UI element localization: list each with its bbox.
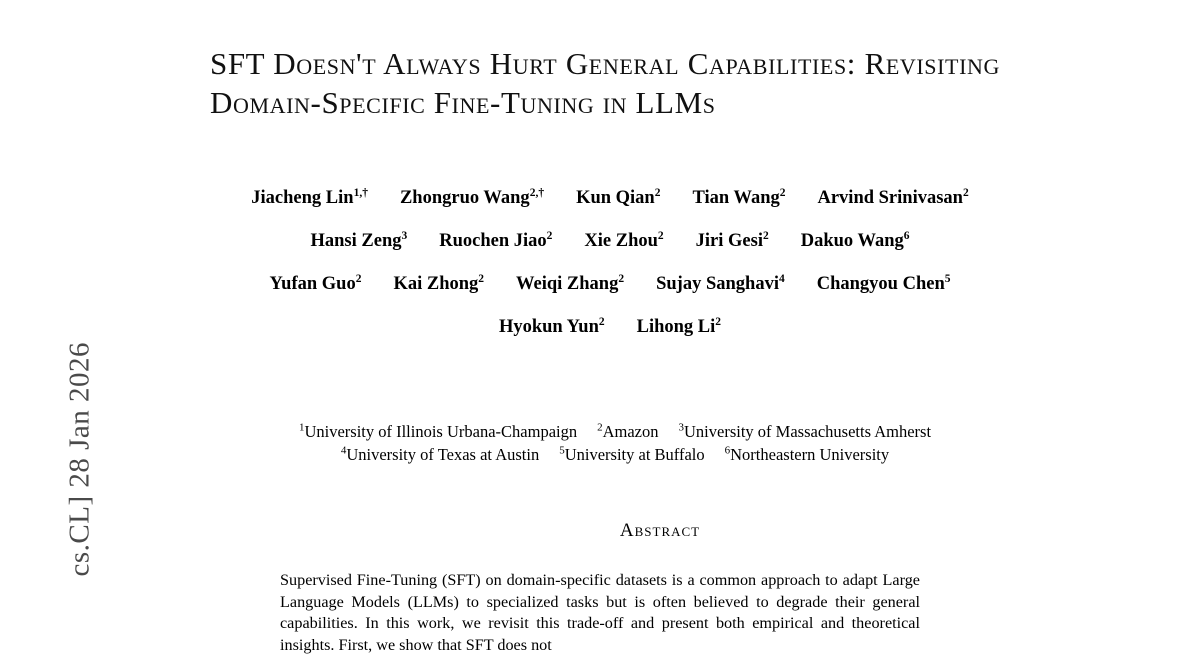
affiliation-marker: 4 [340, 444, 347, 457]
paper-page [120, 0, 1200, 654]
author-name: Jiri Gesi$^2$ [695, 229, 769, 251]
author-name: Dakuo Wang$^6$ [800, 229, 910, 251]
author-name: Kai Zhong$^2$ [393, 272, 485, 294]
author-affiliation-marker: 2 [355, 272, 362, 285]
author-affiliation-marker: 2 [762, 229, 769, 242]
author-affiliation-marker: 2 [618, 272, 625, 285]
author-row [210, 188, 1010, 209]
author-affiliation-marker: 5 [944, 272, 951, 285]
page-title: SFT Doesn't Always Hurt General Capabilities: Revisiting Domain-Specific Fine-Tuning in LLMs [210, 46, 1000, 120]
author-name: Changyou Chen$^5$ [816, 272, 951, 294]
affiliation-marker: 2 [597, 421, 603, 434]
author-name: Ruochen Jiao$^2$ [439, 229, 553, 251]
author-affiliation-marker: 2 [962, 186, 969, 199]
affiliation-marker: 6 [724, 444, 731, 457]
affiliation-marker: 1 [298, 421, 305, 434]
affiliation-item: $^3$University of Massachusetts Amherst [678, 421, 932, 441]
author-affiliation-marker: 2 [546, 229, 553, 242]
author-affiliation-marker: 1,† [353, 186, 368, 199]
author-name: Kun Qian$^2$ [576, 186, 661, 208]
arxiv-stamp-text: cs.CL] 28 Jan 2026 [63, 341, 96, 577]
author-affiliation-marker: 2 [654, 186, 661, 199]
author-affiliation-marker: 3 [401, 229, 408, 242]
affiliation-marker: 5 [559, 444, 565, 457]
affiliation-item: $^5$University at Buffalo [559, 444, 705, 464]
author-affiliation-marker: 2 [478, 272, 485, 285]
author-name: Weiqi Zhang$^2$ [516, 272, 625, 294]
affiliation-item: $^1$University of Illinois Urbana-Champaign [298, 421, 578, 441]
author-name: Jiacheng Lin$^{1,\dagger}$ [251, 186, 368, 208]
author-affiliation-marker: 4 [778, 272, 785, 285]
affiliation-item: $^2$Amazon [597, 421, 659, 441]
author-affiliation-marker: 2,† [529, 186, 545, 199]
author-name: Lihong Li$^2$ [636, 315, 722, 337]
abstract-heading: Abstract [619, 520, 701, 541]
author-list [210, 188, 1010, 360]
affiliation-item: $^4$University of Texas at Austin [340, 444, 540, 464]
author-affiliation-marker: 2 [598, 315, 605, 328]
affiliation-marker: 3 [678, 421, 685, 434]
abstract-text: Supervised Fine-Tuning (SFT) on domain-specific datasets is a common approach to adapt Large Language Models (LLMs) to specialized tasks but is often believed to degrade their general capabilities. In this work, we revisit this trade-off and present both empirical and theoretical insights. First, we show that SFT does not [280, 571, 920, 654]
author-name: Zhongruo Wang$^{2,\dagger}$ [399, 186, 545, 208]
author-name: Hansi Zeng$^3$ [310, 229, 408, 251]
author-name: Tian Wang$^2$ [692, 186, 786, 208]
author-row [210, 317, 1010, 338]
author-affiliation-marker: 6 [903, 229, 910, 242]
author-affiliation-marker: 2 [657, 229, 664, 242]
affiliation-list [220, 420, 1010, 466]
affiliation-line [220, 420, 1010, 443]
affiliation-line [220, 443, 1010, 466]
arxiv-stamp [0, 0, 120, 648]
affiliation-item: $^6$Northeastern University [724, 444, 890, 464]
author-name: Hyokun Yun$^2$ [498, 315, 605, 337]
author-affiliation-marker: 2 [779, 186, 786, 199]
author-row [210, 274, 1010, 295]
author-name: Yufan Guo$^2$ [269, 272, 362, 294]
author-row [210, 231, 1010, 252]
author-name: Sujay Sanghavi$^4$ [656, 272, 785, 294]
author-name: Arvind Srinivasan$^2$ [817, 186, 969, 208]
author-name: Xie Zhou$^2$ [584, 229, 664, 251]
author-affiliation-marker: 2 [715, 315, 722, 328]
